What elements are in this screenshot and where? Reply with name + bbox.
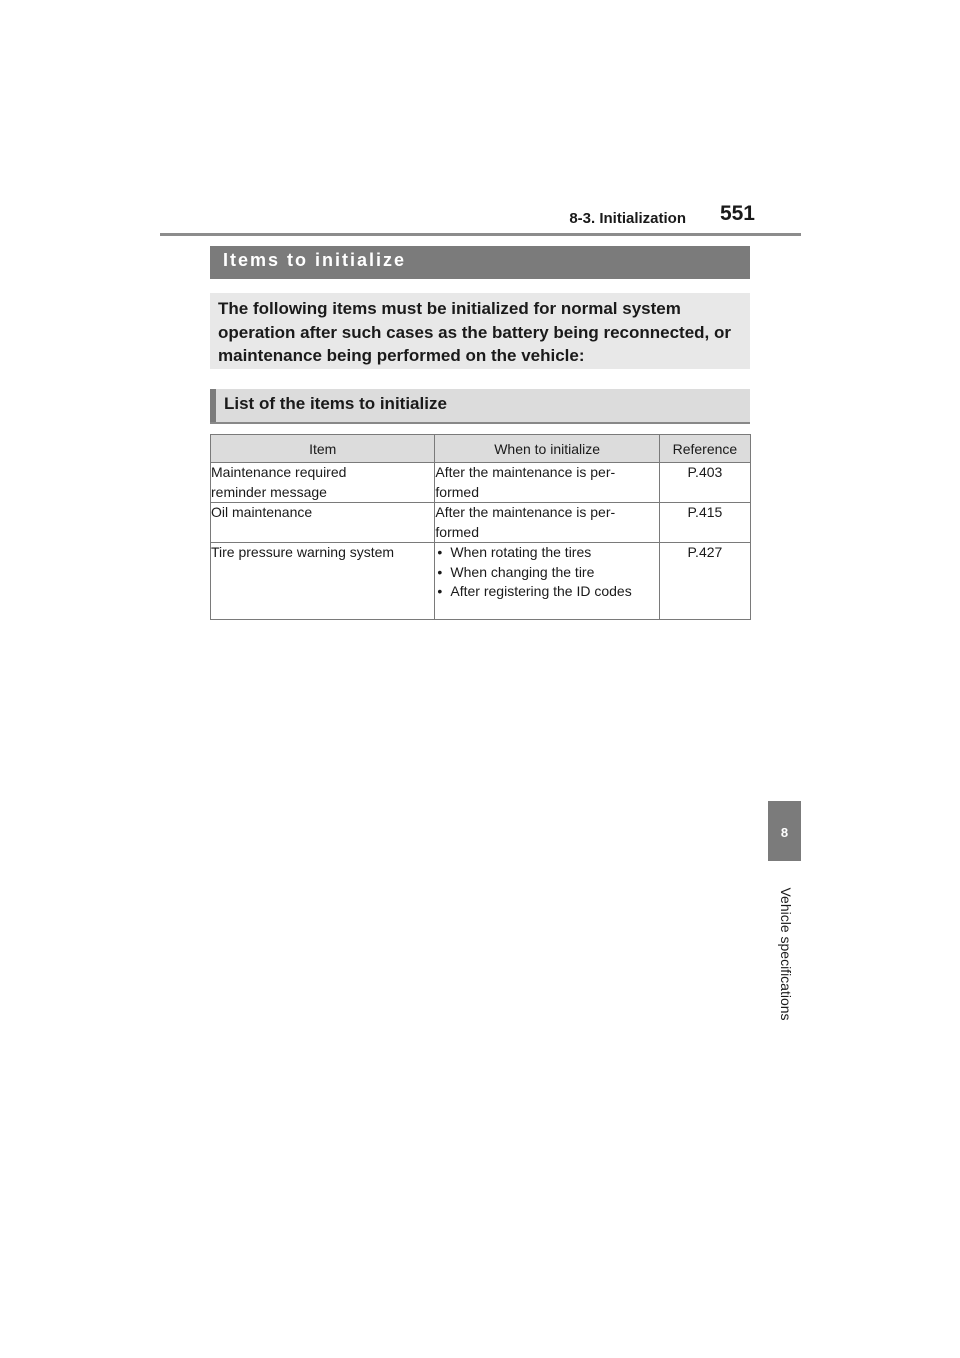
section-title: 8-3. Initialization xyxy=(569,210,686,227)
page-number: 551 xyxy=(719,202,755,225)
item-text-line: reminder message xyxy=(211,483,327,500)
chapter-label xyxy=(776,871,796,1036)
when-text-line: After the maintenance is per- xyxy=(435,504,616,520)
item-cell xyxy=(211,543,435,620)
item-cell xyxy=(211,463,435,503)
chapter-tab xyxy=(768,801,801,861)
subheading-text: List of the items to initialize xyxy=(224,394,447,413)
initialize-table xyxy=(210,434,751,620)
subheading-accent xyxy=(210,389,216,422)
page-title: Items to initialize xyxy=(223,250,407,270)
item-text-line: Tire pressure warning system xyxy=(211,544,395,560)
header-divider xyxy=(160,233,801,236)
column-header-item: Item xyxy=(211,435,435,463)
when-cell xyxy=(435,503,659,543)
when-cell xyxy=(435,463,659,503)
reference-cell: P.427 xyxy=(659,543,750,620)
bullet-item: • After registering the ID codes xyxy=(435,582,658,602)
when-text-line: After the maintenance is per- xyxy=(435,464,616,480)
list-subheading xyxy=(210,389,750,424)
page-header xyxy=(160,196,800,234)
intro-box xyxy=(210,293,750,369)
item-cell xyxy=(211,503,435,543)
chapter-title: Vehicle specifications xyxy=(778,886,794,1021)
item-text-line: Oil maintenance xyxy=(211,504,313,520)
bullet-item: • When rotating the tires xyxy=(435,543,658,563)
chapter-number: 8 xyxy=(780,825,789,840)
reference-cell: P.403 xyxy=(659,463,750,503)
when-text-line: formed xyxy=(435,483,479,500)
reference-cell: P.415 xyxy=(659,503,750,543)
when-cell xyxy=(435,543,659,620)
intro-text: The following items must be initialized for normal system operation after such cases as the battery being reconnected, or maintenance being performed on the vehicle: xyxy=(218,299,731,365)
column-header-when: When to initialize xyxy=(435,435,659,463)
table-row xyxy=(211,503,751,543)
when-bullet-list xyxy=(435,543,658,602)
table-row xyxy=(211,543,751,620)
item-text-line: Maintenance required xyxy=(211,464,347,480)
column-header-reference: Reference xyxy=(659,435,750,463)
title-bar xyxy=(210,246,750,279)
when-text-line: formed xyxy=(435,523,479,540)
table-row xyxy=(211,463,751,503)
table-header-row xyxy=(211,435,751,463)
bullet-item: • When changing the tire xyxy=(435,563,658,583)
